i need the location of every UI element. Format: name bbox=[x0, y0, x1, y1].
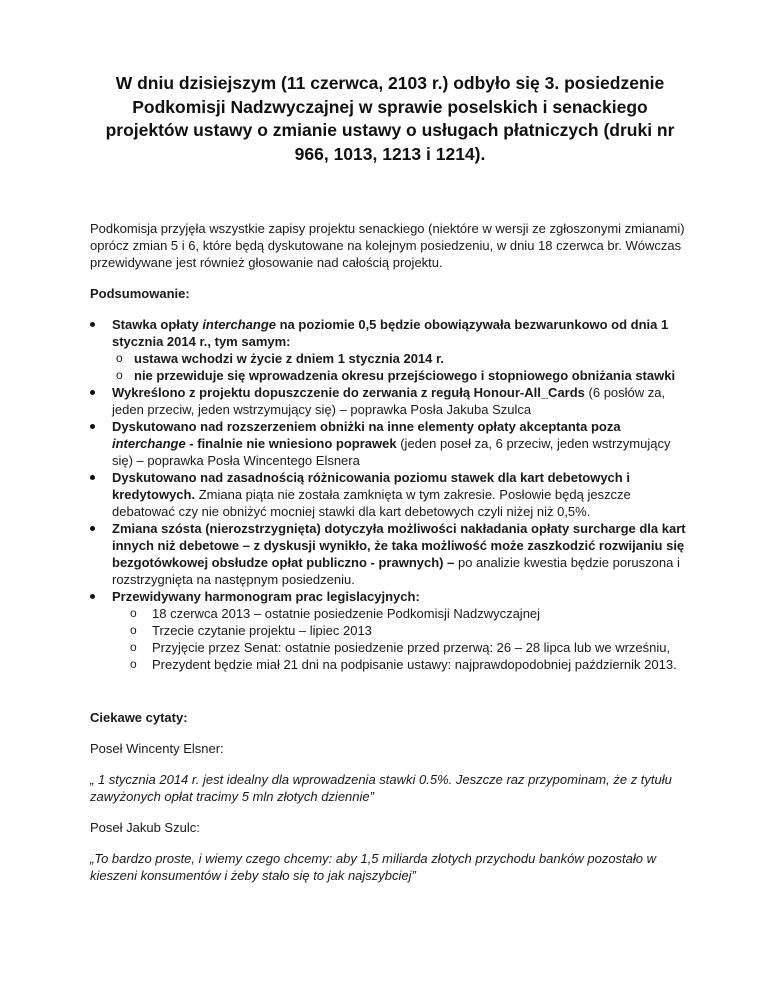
sub-list bbox=[112, 350, 690, 384]
bullet-icon bbox=[90, 475, 95, 480]
bullet-icon bbox=[90, 390, 95, 395]
circle-bullet-icon: o bbox=[116, 368, 123, 382]
sub-list-item: o ustawa wchodzi w życie z dniem 1 stycznia 2014 r. bbox=[116, 351, 444, 366]
circle-bullet-icon: o bbox=[130, 657, 137, 671]
bullet-icon bbox=[90, 322, 95, 327]
quote-speaker: Poseł Jakub Szulc: bbox=[90, 820, 200, 835]
bullet-icon bbox=[90, 526, 95, 531]
list-item: Dyskutowano nad rozszerzeniem obniżki na inne elementy opłaty akceptanta poza interchange - finalnie nie wniesiono poprawek (jeden poseł za, 6 przeciw, jeden wstrzymujący się) – poprawka Posła Wincentego Elsnera bbox=[90, 418, 690, 469]
sub-list-item: o nie przewiduje się wprowadzenia okresu przejściowego i stopniowego obniżania stawki bbox=[116, 368, 676, 383]
quotes-heading: Ciekawe cytaty: bbox=[90, 710, 188, 725]
document-page bbox=[90, 0, 690, 884]
sub-list-item: o 18 czerwca 2013 – ostatnie posiedzenie Podkomisji Nadzwyczajnej bbox=[130, 606, 541, 621]
circle-bullet-icon: o bbox=[116, 351, 123, 365]
schedule-list bbox=[112, 605, 690, 673]
sub-list-item: o Prezydent będzie miał 21 dni na podpisanie ustawy: najprawdopodobniej październik 2013. bbox=[130, 657, 677, 672]
quote-text: „To bardzo proste, i wiemy czego chcemy: aby 1,5 miliarda złotych przychodu banków pozostało w kieszeni konsumentów i żeby stało się to jak najszybciej” bbox=[90, 851, 657, 883]
intro-paragraph: Podkomisja przyjęła wszystkie zapisy projektu senackiego (niektóre w wersji ze zgłoszonymi zmianami) oprócz zmian 5 i 6, które będą dyskutowane na kolejnym posiedzeniu, w dniu 18 czerwca br. Wówczas przewidywane jest również głosowanie nad całością projektu. bbox=[90, 221, 685, 270]
bullet-icon bbox=[90, 424, 95, 429]
document-title: W dniu dzisiejszym (11 czerwca, 2103 r.) odbyło się 3. posiedzenie Podkomisji Nadzwyczajnej w sprawie poselskich i senackiego projektów ustawy o zmianie ustawy o usługach płatniczych (druki nr 966, 1013, 1213 i 1214). bbox=[105, 73, 675, 164]
list-item: Dyskutowano nad zasadnością różnicowania poziomu stawek dla kart debetowych i kredytowych. Zmiana piąta nie została zamknięta w tym zakresie. Posłowie będą jeszcze debatować czy nie obniżyć mocniej stawki dla kart debetowych czyli niżej niż 0,5%. bbox=[90, 469, 690, 520]
quote-text: „ 1 stycznia 2014 r. jest idealny dla wprowadzenia stawki 0.5%. Jeszcze raz przypominam, że z tytułu zawyżonych opłat tracimy 5 mln złotych dziennie” bbox=[90, 772, 672, 804]
circle-bullet-icon: o bbox=[130, 623, 137, 637]
summary-list bbox=[90, 316, 690, 673]
sub-list-item: o Przyjęcie przez Senat: ostatnie posiedzenie przed przerwą: 26 – 28 lipca lub we wrześniu, bbox=[130, 640, 671, 655]
bullet-icon bbox=[90, 594, 95, 599]
list-item: Przewidywany harmonogram prac legislacyjnych: o 18 czerwca 2013 – ostatnie posiedzenie Podkomisji Nadzwyczajnej o Trzecie czytanie projektu – lipiec 2013 o Przyjęcie przez Senat: ostatnie posiedzenie przed przerwą: 26 – 28 lipca lub we wrześniu, o Prezydent będzie miał 21 dni na podpisanie ustawy: najprawdopodobniej październik 2013. bbox=[90, 588, 690, 673]
sub-list-item: o Trzecie czytanie projektu – lipiec 2013 bbox=[130, 623, 372, 638]
list-item: Zmiana szósta (nierozstrzygnięta) dotyczyła możliwości nakładania opłaty surcharge dla kart innych niż debetowe – z dyskusji wynikło, że taka możliwość może zaszkodzić rozwijaniu się bezgotówkowej obsłudze opłat publiczno - prawnych) – po analizie kwestia będzie poruszona i rozstrzygnięta na następnym posiedzeniu. bbox=[90, 520, 690, 588]
circle-bullet-icon: o bbox=[130, 606, 137, 620]
list-item: Wykreślono z projektu dopuszczenie do zerwania z regułą Honour-All_Cards (6 posłów za, jeden przeciw, jeden wstrzymujący się) – poprawka Posła Jakuba Szulca bbox=[90, 384, 690, 418]
list-item: Stawka opłaty interchange na poziomie 0,5 będzie obowiązywała bezwarunkowo od dnia 1 stycznia 2014 r., tym samym: o ustawa wchodzi w życie z dniem 1 stycznia 2014 r. o nie przewiduje się wprowadzenia okresu przejściowego i stopniowego obniżania stawki bbox=[90, 316, 690, 384]
circle-bullet-icon: o bbox=[130, 640, 137, 654]
summary-heading: Podsumowanie: bbox=[90, 286, 190, 301]
quote-speaker: Poseł Wincenty Elsner: bbox=[90, 741, 224, 756]
